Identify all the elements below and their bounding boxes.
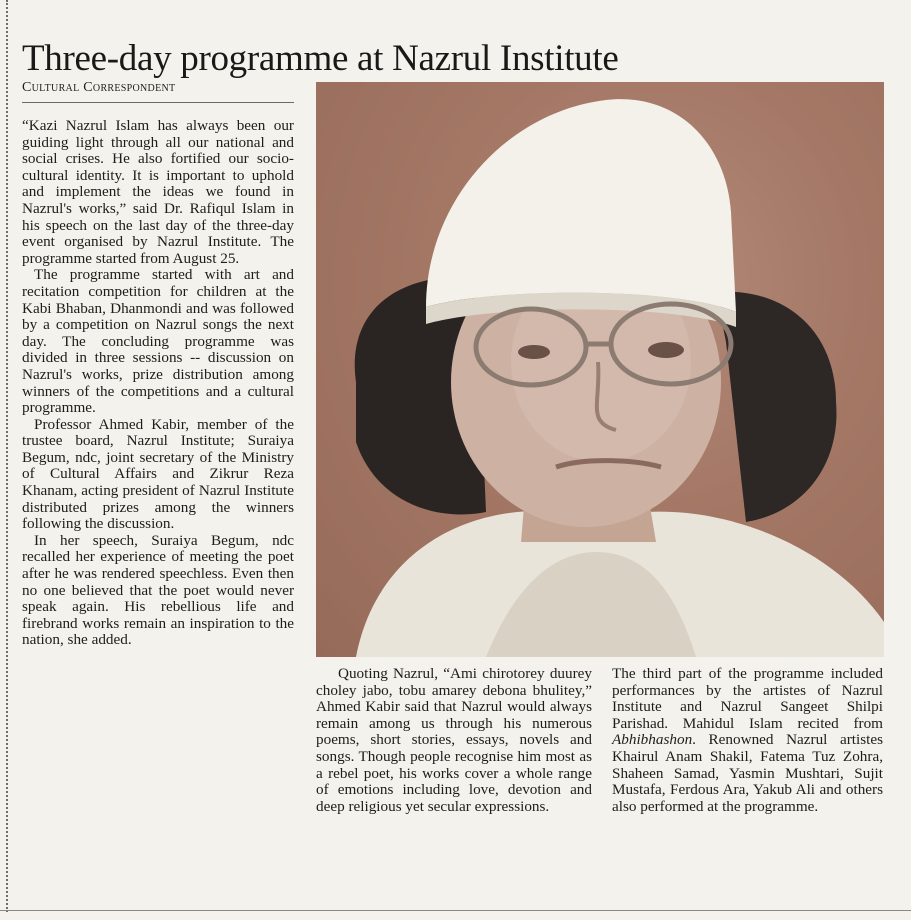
work-title: Abhibhashon — [612, 731, 693, 749]
column-divider-dotted — [6, 0, 8, 912]
portrait-illustration — [316, 82, 884, 657]
paragraph: Professor Ahmed Kabir, member of the trustee board, Nazrul Institute; Suraiya Begum, ndc, joint secretary of the Ministry of Cultural Affairs and Zikrur Reza Khanam, acting president of Nazrul Institute distributed prizes among the winners following the discussion. — [22, 415, 294, 533]
paragraph: In her speech, Suraiya Begum, ndc recalled her experience of meeting the poet after he was rendered speechless. Even then no one believed that the poet would never speak again. His rebellious life and firebrand works remain an inspiration to the nation, she added. — [22, 531, 294, 649]
paragraph — [612, 666, 883, 815]
paragraph-text: The third part of the programme included performances by the artistes of Nazrul Institute and Nazrul Sangeet Shilpi Parishad. Mahidul Islam recited from — [612, 665, 883, 732]
bottom-rule — [0, 910, 911, 911]
paragraph-text: . Renowned Nazrul artistes Khairul Anam Shakil, Fatema Tuz Zohra, Shaheen Samad, Yasmin Mushtari, Sujit Mustafa, Ferdous Ara, Yakub Ali and others also performed at the programme. — [612, 731, 883, 815]
byline: Cultural Correspondent — [22, 80, 294, 103]
portrait-photo — [316, 82, 884, 657]
paragraph: The programme started with art and recitation competition for children at the Kabi Bhaban, Dhanmondi and was followed by a competition on Nazrul songs the next day. The concluding programme was divided in three sessions -- discussion on Nazrul's works, prize distribution among winners of the competitions and a cultural programme. — [22, 266, 294, 417]
article-column-1 — [22, 118, 294, 649]
headline: Three-day programme at Nazrul Institute — [22, 37, 619, 79]
article-column-2 — [316, 666, 592, 815]
article-column-3 — [612, 666, 883, 815]
paragraph: Quoting Nazrul, “Ami chirotorey duurey choley jabo, tobu amarey debona bhulitey,” Ahmed Kabir said that Nazrul would always remain among us through his numerous poems, short stories, essays, novels and songs. Though people recognise him most as a rebel poet, his works cover a whole range of emotions including love, devotion and deep religious yet secular expressions. — [316, 665, 592, 815]
paragraph: “Kazi Nazrul Islam has always been our guiding light through all our national and social crises. He also fortified our socio-cultural identity. It is important to uphold and implement the ideas we found in Nazrul's works,” said Dr. Rafiqul Islam in his speech on the last day of the three-day event organised by Nazrul Institute. The programme started from August 25. — [22, 117, 294, 267]
